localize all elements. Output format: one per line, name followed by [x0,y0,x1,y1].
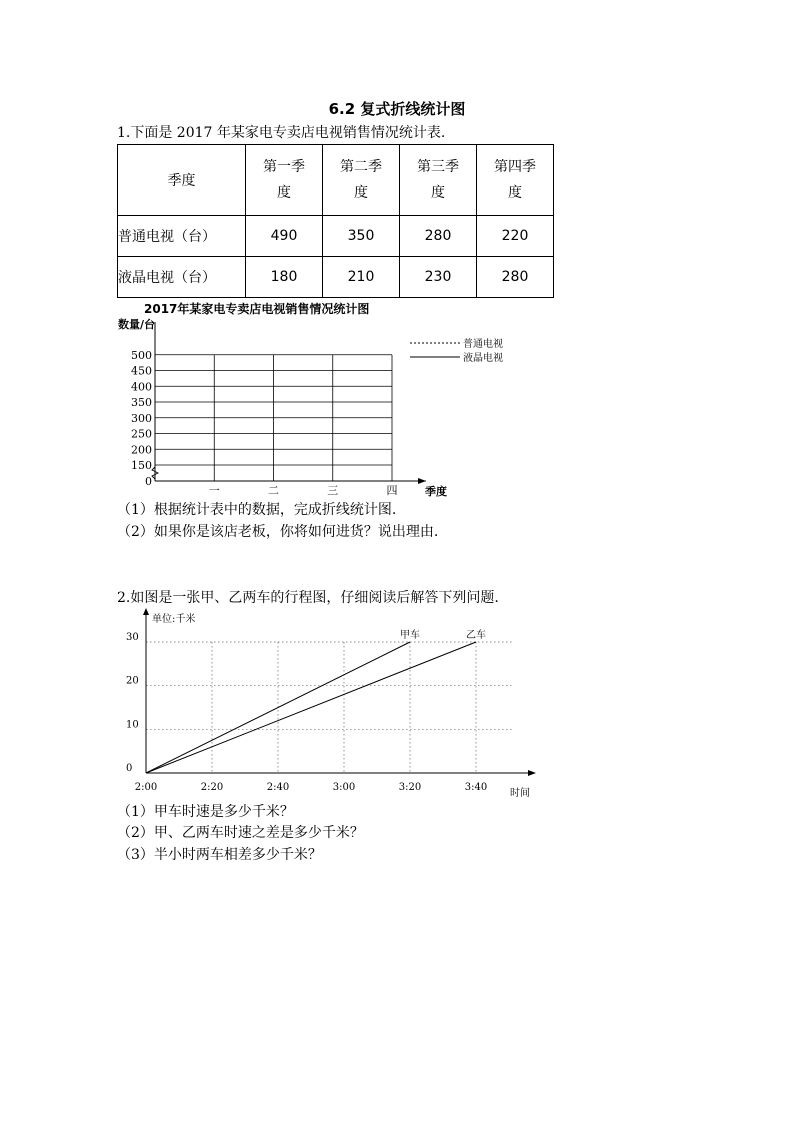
travel-line-chart [110,606,550,800]
y-tick-label: 450 [131,364,152,378]
series-line-2 [146,642,476,773]
x-tick-label: 二 [268,484,279,497]
y-tick-label: 350 [131,396,152,409]
series-label: 乙车 [466,630,486,641]
table-header-q2: 第二季 度 [323,145,400,216]
x-axis-arrow [418,478,426,484]
x-tick-label: 2:00 [134,782,158,793]
y-tick-label: 300 [131,411,152,425]
table-row-label: 普通电视（台） [118,216,246,257]
table-row [118,257,554,298]
y-tick-label: 0 [126,763,133,774]
sales-line-chart [110,314,503,498]
sales-table [117,144,554,298]
table-cell: 220 [477,216,554,257]
table-row [118,216,554,257]
legend-label: 普通电视 [463,339,503,350]
table-corner-cell: 季度 [118,145,246,216]
question-1-part-2: （2）如果你是该店老板，你将如何进货？说出理由. [117,524,439,540]
x-tick-label: 3:40 [464,782,488,793]
question-1-intro: 1.下面是 2017 年某家电专卖店电视销售情况统计表. [117,125,446,141]
table-header-q1: 第一季 度 [246,145,323,216]
y-tick-label: 200 [131,443,152,457]
table-cell: 210 [323,257,400,298]
question-2-intro: 2.如图是一张甲、乙两车的行程图，仔细阅读后解答下列问题. [117,590,499,606]
series-label: 甲车 [400,630,420,641]
table-row-label: 液晶电视（台） [118,257,246,298]
legend-label: 液晶电视 [463,353,503,364]
question-1-part-1: （1）根据统计表中的数据，完成折线统计图. [117,502,397,518]
y-tick-label: 150 [131,459,152,472]
x-axis-arrow [528,770,536,776]
x-tick-label: 3:20 [398,782,422,793]
y-axis-arrow [143,608,149,615]
y-tick-label: 500 [131,348,152,362]
y-tick-label: 400 [131,380,152,394]
table-cell: 280 [477,257,554,298]
table-cell: 350 [323,216,400,257]
x-tick-label: 2:40 [266,782,290,793]
x-axis-label: 时间 [510,788,530,799]
x-tick-label: 2:20 [200,782,224,793]
question-2-part-1: （1）甲车时速是多少千米？ [117,804,294,820]
y-tick-label: 20 [126,675,139,687]
x-tick-label: 一 [208,484,220,497]
page-title: 6.2 复式折线统计图 [328,100,466,118]
chart-1-title: 2017年某家电专卖店电视销售情况统计图 [144,302,370,316]
y-tick-label: 250 [131,427,152,441]
table-header-q3: 第三季 度 [400,145,477,216]
question-2-part-3: （3）半小时两车相差多少千米？ [117,847,322,863]
table-cell: 490 [246,216,323,257]
y-tick-label: 0 [145,475,152,488]
y-axis-label: 数量/台 [118,318,156,331]
table-header-q4: 第四季 度 [477,145,554,216]
series-line-1 [146,642,410,773]
x-tick-label: 四 [386,484,398,497]
x-axis-label: 季度 [425,485,447,498]
question-2-part-2: （2）甲、乙两车时速之差是多少千米？ [117,825,364,841]
table-cell: 180 [246,257,323,298]
table-header-row [118,145,554,216]
table-cell: 230 [400,257,477,298]
x-tick-label: 三 [327,484,339,497]
y-tick-label: 10 [126,719,139,731]
y-tick-label: 30 [126,632,139,643]
x-tick-label: 3:00 [332,782,356,793]
table-cell: 280 [400,216,477,257]
y-axis-label: 单位:千米 [152,614,196,625]
